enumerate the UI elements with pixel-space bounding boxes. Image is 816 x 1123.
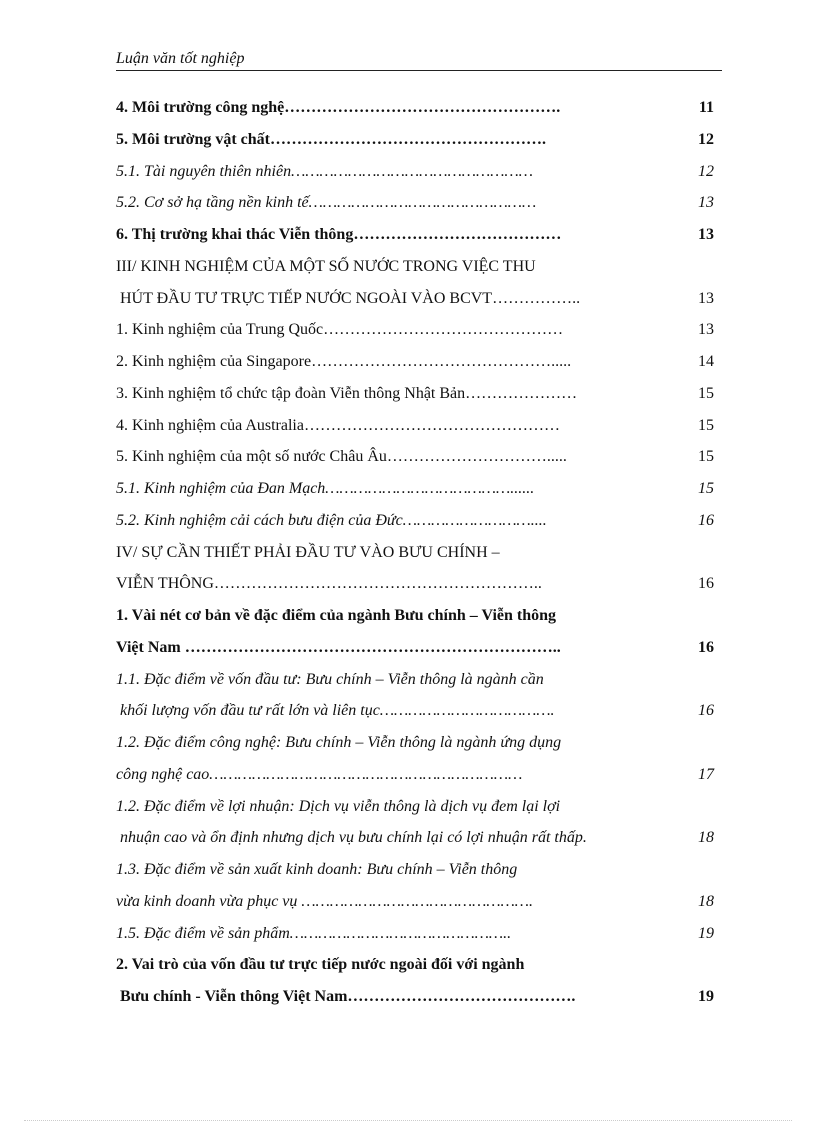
toc-entry-text: 5. Môi trường vật chất…………………………………………….: [116, 130, 546, 148]
toc-entry: [116, 791, 722, 823]
toc-entry-text: 1. Vài nét cơ bản về đặc điểm của ngành Bưu chính – Viễn thông: [116, 607, 557, 624]
toc-entry: [116, 632, 722, 664]
toc-entry-page: 13: [698, 321, 714, 339]
toc-entry-page: 16: [698, 575, 714, 593]
toc-entry-text: 5. Kinh nghiệm của một số nước Châu Âu………………………….....: [116, 448, 567, 466]
toc-entry-page: 11: [698, 99, 714, 116]
toc-entry-page: 15: [698, 384, 714, 402]
toc-entry-text: HÚT ĐẦU TƯ TRỰC TIẾP NƯỚC NGOÀI VÀO BCVT……………..: [120, 289, 581, 307]
toc-entry: [116, 473, 722, 505]
toc-entry-page: 12: [698, 130, 714, 148]
toc-entry-text: 1. Kinh nghiệm của Trung Quốc………………………………………: [116, 321, 564, 339]
toc-entry-text: 5.1. Tài nguyên thiên nhiên……………………………………………: [116, 162, 533, 180]
toc-entry-text: 2. Vai trò của vốn đầu tư trực tiếp nước ngoài đối với ngành: [116, 956, 525, 974]
toc-entry-page: 13: [698, 194, 714, 212]
page-bottom-divider: [24, 1120, 792, 1121]
toc-entry: [116, 568, 722, 600]
toc-entry-text: 6. Thị trường khai thác Viễn thông…………………………………: [116, 226, 562, 243]
toc-entry: [116, 854, 722, 886]
toc-entry-page: 19: [698, 988, 714, 1005]
toc-entry-text: 5.1. Kinh nghiệm của Đan Mạch…………………………………......: [116, 480, 535, 497]
toc-entry-page: 15: [698, 416, 714, 434]
toc-entry: [116, 822, 722, 854]
toc-entry-page: 12: [698, 162, 714, 180]
toc-entry-text: IV/ SỰ CẦN THIẾT PHẢI ĐẦU TƯ VÀO BƯU CHÍNH –: [116, 543, 500, 561]
toc-entry-text: 1.3. Đặc điểm về sản xuất kinh doanh: Bưu chính – Viễn thông: [116, 861, 518, 878]
toc-entry: [116, 156, 722, 188]
toc-entry-text: 1.5. Đặc điểm về sản phẩm………………………………………..: [116, 924, 512, 942]
toc-entry: [116, 283, 722, 315]
page-header: [116, 50, 722, 71]
toc-entry: [116, 537, 722, 569]
toc-entry-page: 13: [698, 226, 714, 243]
header-title: Luận văn tốt nghiệp: [116, 50, 245, 67]
toc-entry-page: 18: [698, 829, 714, 847]
toc-entry-text: 4. Môi trường công nghệ…………………………………………….: [116, 99, 561, 116]
toc-entry: [116, 695, 722, 727]
toc-entry-text: 3. Kinh nghiệm tổ chức tập đoàn Viễn thông Nhật Bản…………………: [116, 384, 578, 402]
toc-entry: [116, 918, 722, 950]
toc-entry-page: 19: [698, 924, 714, 942]
toc-entry-text: khối lượng vốn đầu tư rất lớn và liên tục……………………………….: [120, 702, 555, 720]
toc-entry-text: 1.2. Đặc điểm về lợi nhuận: Dịch vụ viễn thông là dịch vụ đem lại lợi: [116, 797, 561, 815]
toc-entry-text: Bưu chính - Viễn thông Việt Nam…………………………………….: [120, 988, 576, 1005]
toc-entry: [116, 410, 722, 442]
table-of-contents: [116, 92, 722, 1013]
toc-entry-text: 1.1. Đặc điểm về vốn đầu tư: Bưu chính – Viễn thông là ngành cần: [116, 670, 544, 688]
toc-entry-page: 16: [698, 702, 714, 720]
toc-entry: [116, 251, 722, 283]
toc-entry-page: 18: [698, 892, 714, 910]
toc-entry-page: 14: [698, 353, 714, 370]
toc-entry: [116, 346, 722, 378]
toc-entry-text: 5.2. Cơ sở hạ tầng nền kinh tế…………………………………………: [116, 194, 537, 212]
toc-entry: [116, 505, 722, 537]
toc-entry: [116, 124, 722, 156]
toc-entry: [116, 187, 722, 219]
toc-entry-text: 4. Kinh nghiệm của Australia…………………………………………: [116, 416, 560, 434]
toc-entry-text: nhuận cao và ổn định nhưng dịch vụ bưu chính lại có lợi nhuận rất thấp.: [120, 829, 587, 847]
toc-entry: [116, 378, 722, 410]
toc-entry-text: 2. Kinh nghiệm của Singapore……………………………………….....: [116, 353, 572, 370]
toc-entry-page: 17: [698, 765, 714, 783]
toc-entry-text: công nghệ cao…………………………………………………………: [116, 765, 523, 783]
toc-entry: [116, 219, 722, 251]
toc-entry-page: 16: [698, 511, 714, 529]
toc-entry: [116, 314, 722, 346]
toc-entry: [116, 92, 722, 124]
toc-entry-page: 15: [698, 448, 714, 466]
toc-entry: [116, 727, 722, 759]
toc-entry-text: 1.2. Đặc điểm công nghệ: Bưu chính – Viễn thông là ngành ứng dụng: [116, 734, 562, 751]
toc-entry-text: 5.2. Kinh nghiệm cải cách bưu điện của Đức………………………....: [116, 511, 547, 529]
toc-entry-page: 15: [698, 480, 714, 497]
toc-entry: [116, 759, 722, 791]
toc-entry: [116, 664, 722, 696]
toc-entry-text: VIỄN THÔNG……………………………………………………..: [116, 575, 542, 593]
toc-entry: [116, 981, 722, 1013]
toc-entry-text: vừa kinh doanh vừa phục vụ ………………………………………….: [116, 892, 534, 910]
toc-entry: [116, 949, 722, 981]
toc-entry: [116, 600, 722, 632]
toc-entry: [116, 441, 722, 473]
toc-entry: [116, 886, 722, 918]
toc-entry-text: Việt Nam ……………………………………………………………..: [116, 638, 561, 656]
toc-entry-page: 16: [698, 638, 714, 656]
toc-entry-page: 13: [698, 289, 714, 307]
toc-entry-text: III/ KINH NGHIỆM CỦA MỘT SỐ NƯỚC TRONG VIỆC THU: [116, 257, 536, 275]
